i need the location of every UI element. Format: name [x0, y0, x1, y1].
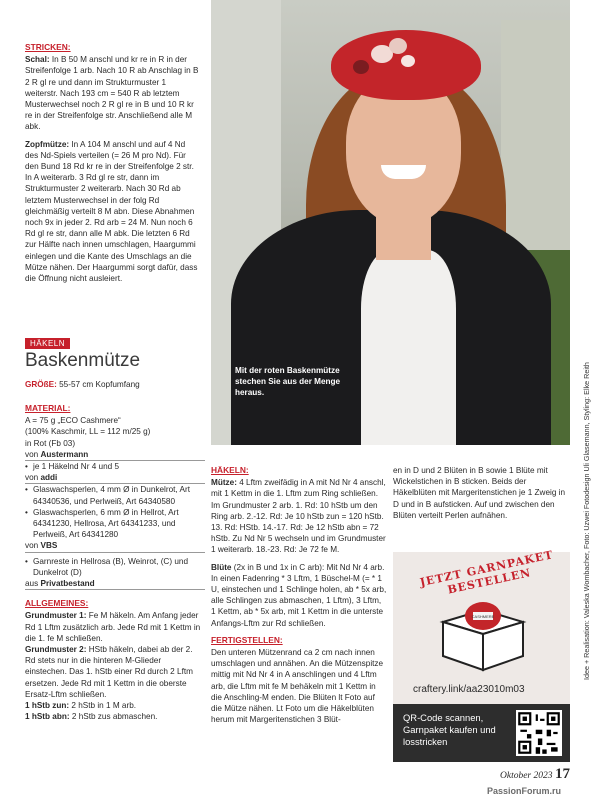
- zun-label: 1 hStb zun:: [25, 701, 70, 711]
- watermark: PassionForum.ru: [487, 786, 562, 796]
- stricken-section: [25, 42, 200, 290]
- brand-line: [25, 540, 205, 551]
- muetze-text: 4 Lftm zweifädig in A mit Nd Nr 4 anschl, mit 1 Kettm in die 1. Lftm zum Ring schließen. Im Grundmuster 2 arb. 1. Rd: 10 hStb um den Ring arb. 2.-12. Rd: Je 10 hStb zun = 120 hStb. 13. Rd: HStb. 14.-17. Rd: Je 12 hStb abn = 72 hStb. Zu Nd Nr 5 wechseln und im Grundmuster 1 weiterarb. 18.-23. Rd: Je 72 fe M.: [211, 478, 386, 555]
- model-photo: [211, 0, 570, 445]
- zun-text: 2 hStb in 1 M arb.: [71, 701, 137, 711]
- grundmuster-1: [25, 610, 205, 644]
- schal-paragraph: [25, 54, 200, 132]
- brand-line: [25, 578, 205, 589]
- brand-vbs: VBS: [40, 541, 58, 551]
- brand-line: [25, 449, 205, 460]
- schal-text: In B 50 M anschl und kr re in R in der Streifenfolge 1 arb. Nach 10 R ab Anschlag in B 2 R gl re und dann im Strukturmuster 1 weiterstr. Nach 193 cm = 540 R ab letztem Musterwechsel noch 2 R gl re in B und 10 R kr re in der Streifenfolge str. Anschließend alle M abk.: [25, 55, 199, 132]
- zopf-text: In A 104 M anschl und auf 4 Nd des Nd-Spiels verteilen (= 26 M pro Nd). Für den Bund 18 Rd kr re in der Streifenfolge 2 str. In A weiterarb. 3 Rd gl re str, dann im Strukturmuster 2 weiterarb. Nach 30 Rd ab letztem Musterwechsel in der folg Rd gleichmäßig verteilt 8 M abn. Diese Abnahmen noch 9x in jeder 2. Rd arb = 24 M. Nun noch 6 Rd gl re str, dann alle M abk. Die letzten 6 Rd zur Hälfte nach innen umschlagen, Haargummi einlegen und die Kante des Umschlags an die Mütze nähen. Der Haargummi sorgt dafür, dass die Öffnung nicht ausleiert.: [25, 139, 198, 284]
- haekeln-heading: HÄKELN:: [211, 465, 249, 475]
- blueten-paragraph: [211, 562, 388, 629]
- brand-austermann: Austermann: [40, 449, 89, 459]
- schal-label: Schal:: [25, 55, 50, 65]
- haekeln-section: [211, 465, 388, 725]
- photo-caption: Mit der roten Baskenmütze stechen Sie aus der Menge heraus.: [235, 366, 341, 397]
- yarn-pack-promo: [393, 548, 570, 762]
- qr-code-icon[interactable]: [516, 710, 562, 756]
- material-line: A = 75 g „ECO Cashmere“: [25, 416, 121, 426]
- flower-icon: [353, 60, 369, 74]
- size-label: GRÖßE:: [25, 380, 57, 389]
- bullet-icon: •: [25, 485, 28, 495]
- brand-privatbestand: Privatbestand: [40, 579, 95, 589]
- box-icon: [433, 592, 533, 672]
- material-line: in Rot (Fb 03): [25, 438, 76, 448]
- qr-instructions: QR-Code scannen, Garnpaket kaufen und losstricken: [403, 712, 496, 747]
- promo-title: JETZT GARNPAKET BESTELLEN: [418, 548, 555, 597]
- hstb-zun: [25, 700, 205, 711]
- fertigstellen-heading: FERTIGSTELLEN:: [211, 634, 283, 645]
- material-item: [25, 461, 205, 472]
- category-tag: HÄKELN: [25, 338, 70, 349]
- fertigstellen-text: Den unteren Mützenrand ca 2 cm nach innen umschlagen und annähen. An die Mützenspitze mittig mit Nd Nr 4 in A anschlingen und 4 Lftm arb, die Lftm mit fe M behäkeln mit 1 Kettm in die Anschling-M enden. Die Blüten lt Foto auf die Mütze nähen. Lt Foto um die Häkelblüten herum mit Margeritenstichen 3 Blüt-: [211, 648, 384, 725]
- size-line: [25, 380, 140, 389]
- gm1-label: Grundmuster 1:: [25, 611, 87, 621]
- brand-prefix: von: [25, 541, 39, 551]
- flower-icon: [401, 55, 415, 67]
- smile-shape: [381, 165, 426, 179]
- hstb-abn: [25, 711, 205, 722]
- fertigstellen-continuation: [393, 465, 570, 521]
- abn-label: 1 hStb abn:: [25, 712, 70, 722]
- box-label: CASHMERE: [471, 614, 495, 619]
- zopf-label: Zopfmütze:: [25, 139, 70, 149]
- stricken-heading: STRICKEN:: [25, 42, 71, 52]
- material-item: [25, 556, 205, 578]
- blueten-label: Blüte: [211, 562, 232, 572]
- gm1-text: Fe M häkeln. Am Anfang jeder Rd 1 Lftm zusätzlich arb. Jede Rd mit 1 Kettm in die 1. fe M schließen.: [25, 611, 201, 643]
- material-item: [25, 507, 205, 541]
- red-beret: [331, 30, 481, 100]
- gm2-text: HStb häkeln, dabei ab der 2. Rd stets nur in die hinteren M-Glieder einstechen. Das 1. hStb einer Rd durch 2 Lftm ersetzen. Jede Rd mit 1 Kettm in die oberste Ersatz-Lftm schließen.: [25, 645, 193, 699]
- gm2-label: Grundmuster 2:: [25, 645, 87, 655]
- material-item-text: je 1 Häkelnd Nr 4 und 5: [33, 462, 120, 472]
- fertigstellen-text-continued: en in D und 2 Blüten in B sowie 1 Blüte mit Wickelstichen in B sticken. Beids der Häkelblüten mit Margeritenstichen je 1 Zweig in D und in B aufsticken. Auf und zwischen den Blüten verteilt Perlen aufnähen.: [393, 466, 566, 520]
- brand-addi: addi: [40, 473, 58, 483]
- photo-credit: Idee + Realisation: Valeska Wombacher, Foto: Uzwei Fotodesign Uli Glasemann, Styling: Elke Reith: [582, 362, 591, 680]
- brand-prefix: von: [25, 473, 39, 483]
- brand-line: [25, 472, 205, 483]
- blueten-text: (2x in B und 1x in C arb): Mit Nd Nr 4 arb. In einen Fadenring * 3 Lftm, 1 Büschel-M (= * 1 U, einstechen und 1 Schlinge holen, ab * 5x arb, alle Schlingen zus abmaschen, 1 Lftm), 3 Lftm, 1 Kettm, ab * 5x arb, mit 1 Kettm in die unterste Anfangs-Lftm zur Rd schließen.: [211, 562, 387, 628]
- white-shirt: [361, 250, 456, 445]
- page-number: 17: [555, 766, 570, 782]
- material-item-text: Garnreste in Hellrosa (B), Weinrot, (C) und Dunkelrot (D): [33, 556, 189, 577]
- qr-panel: [393, 704, 570, 762]
- issue-month: Oktober 2023: [500, 771, 553, 781]
- material-item-text: Glaswachsperlen, 4 mm Ø in Dunkelrot, Art 64340536, und Perlweiß, Art 64340580: [33, 485, 190, 506]
- divider: [25, 552, 205, 553]
- bullet-icon: •: [25, 556, 28, 566]
- abn-text: 2 hStb zus abmaschen.: [71, 712, 158, 722]
- allgemeines-heading: ALLGEMEINES:: [25, 598, 89, 609]
- material-line: (100% Kaschmir, LL = 112 m/25 g): [25, 427, 151, 437]
- muetze-label: Mütze:: [211, 478, 237, 488]
- grundmuster-2: [25, 644, 205, 700]
- neck-shape: [376, 210, 431, 260]
- brand-prefix: aus: [25, 579, 39, 589]
- size-value: 55-57 cm Kopfumfang: [59, 380, 140, 389]
- material-item-text: Glaswachsperlen, 6 mm Ø in Hellrot, Art 64341230, Hellrosa, Art 64341233, und Perlweiß, Art 64341280: [33, 507, 179, 540]
- bullet-icon: •: [25, 507, 28, 517]
- brand-prefix: von: [25, 449, 39, 459]
- muetze-paragraph: [211, 477, 388, 555]
- promo-link[interactable]: craftery.link/aa23010m03: [413, 684, 525, 695]
- material-section: [25, 403, 205, 722]
- material-heading: MATERIAL:: [25, 403, 71, 413]
- flower-icon: [389, 38, 407, 54]
- material-item: [25, 484, 205, 506]
- zopf-paragraph: [25, 139, 200, 285]
- page-title: Baskenmütze: [25, 350, 141, 371]
- bullet-icon: •: [25, 462, 28, 472]
- background-window: [501, 20, 570, 270]
